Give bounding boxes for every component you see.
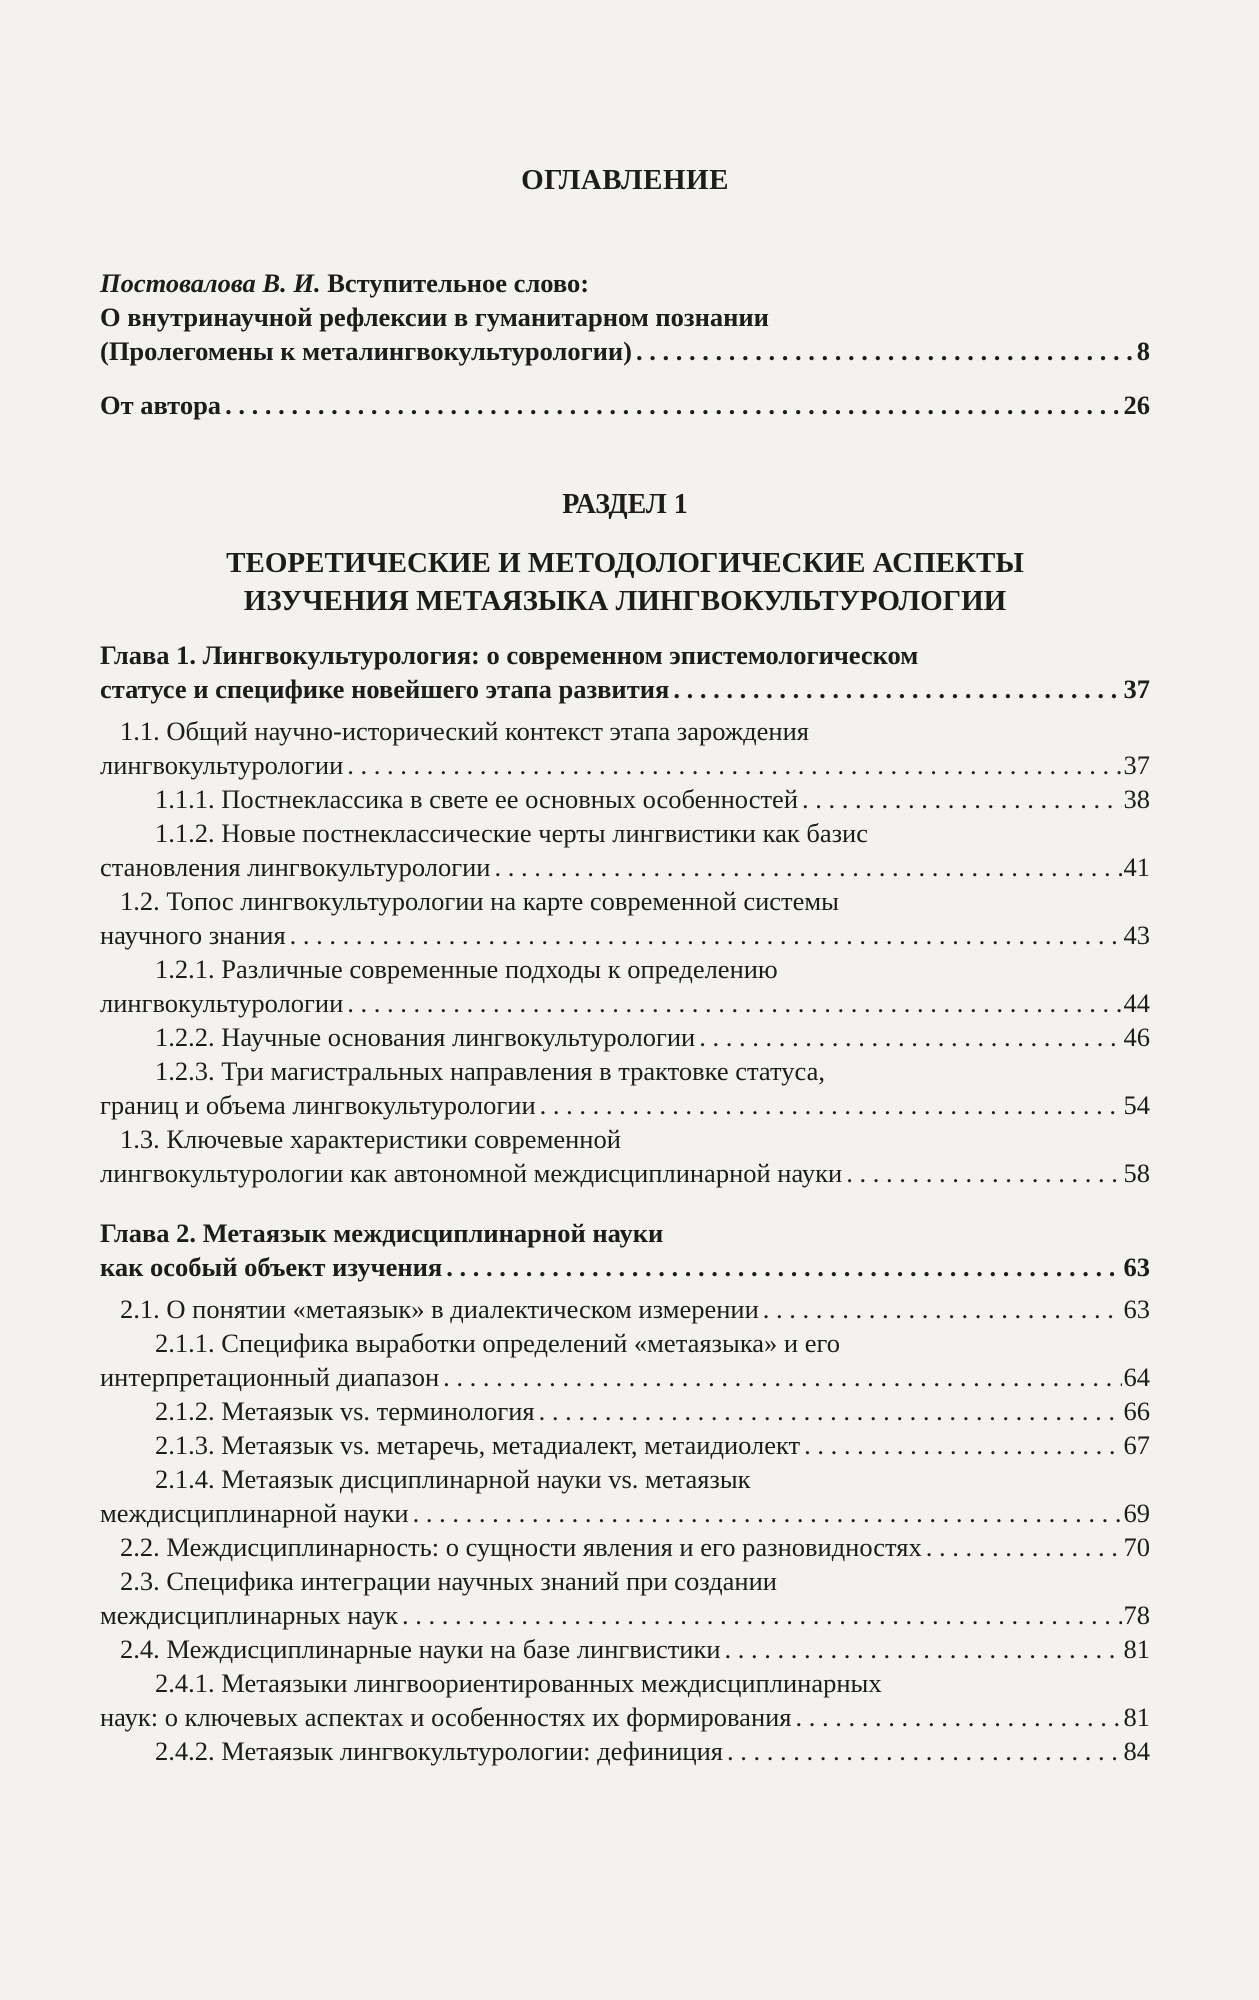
toc-entry-1-2-3 bbox=[100, 1088, 1150, 1122]
toc-entry-2-1-1 bbox=[100, 1360, 1150, 1394]
toc-entry-2-1-4 bbox=[100, 1496, 1150, 1530]
section-title-line1: ТЕОРЕТИЧЕСКИЕ И МЕТОДОЛОГИЧЕСКИЕ АСПЕКТЫ bbox=[226, 547, 1024, 579]
toc-entry-2-4-1-line1: 2.4.1. Метаязыки лингвоориентированных междисциплинарных bbox=[155, 1668, 882, 1698]
leader-dots bbox=[225, 388, 1121, 422]
leader-dots bbox=[804, 1428, 1121, 1462]
entry-text: 2.2. Междисциплинарность: о сущности явления и его разновидностях bbox=[120, 1532, 922, 1562]
chapter2-entry bbox=[100, 1250, 1150, 1284]
entry-text: 2.4.2. Метаязык лингвокультурологии: дефиниция bbox=[155, 1736, 723, 1766]
toc-entry-1-2-1 bbox=[100, 986, 1150, 1020]
intro-entry-line1 bbox=[100, 266, 1150, 300]
leader-dots bbox=[796, 1700, 1122, 1734]
page-number: 58 bbox=[1123, 1158, 1150, 1188]
intro-title-part2: О внутринаучной рефлексии в гуманитарном познании bbox=[100, 302, 769, 332]
toc-entry-2-1-1-line1: 2.1.1. Специфика выработки определений «метаязыка» и его bbox=[155, 1328, 840, 1358]
page-number: 38 bbox=[1123, 784, 1150, 814]
leader-dots bbox=[347, 748, 1121, 782]
toc-entry-1-1 bbox=[100, 748, 1150, 782]
toc-entry-2-1-4-line1: 2.1.4. Метаязык дисциплинарной науки vs. метаязык bbox=[155, 1464, 751, 1494]
page-number: 64 bbox=[1123, 1362, 1150, 1392]
page-number: 66 bbox=[1123, 1396, 1150, 1426]
table-of-contents bbox=[100, 150, 1150, 1768]
page-number: 44 bbox=[1123, 988, 1150, 1018]
chapter2-title-line2: как особый объект изучения bbox=[100, 1252, 443, 1282]
toc-entry-2-4-1 bbox=[100, 1700, 1150, 1734]
toc-entry-2-1-2 bbox=[100, 1394, 1150, 1428]
toc-entry-1-1-1 bbox=[100, 782, 1150, 816]
page-number: 69 bbox=[1123, 1498, 1150, 1528]
intro-author: Постовалова В. И. bbox=[100, 268, 321, 298]
leader-dots bbox=[494, 850, 1121, 884]
page-number: 84 bbox=[1123, 1736, 1150, 1766]
page-number: 41 bbox=[1123, 852, 1150, 882]
leader-dots bbox=[636, 334, 1135, 368]
toc-entry-2-4-2 bbox=[100, 1734, 1150, 1768]
entry-text: 2.4. Междисциплинарные науки на базе лингвистики bbox=[120, 1634, 721, 1664]
leader-dots bbox=[539, 1394, 1122, 1428]
chapter2-page: 63 bbox=[1123, 1252, 1150, 1282]
toc-entry-2-2 bbox=[100, 1530, 1150, 1564]
toc-entry-1-1-line1: 1.1. Общий научно-исторический контекст этапа зарождения bbox=[120, 716, 809, 746]
page-number: 63 bbox=[1123, 1294, 1150, 1324]
entry-text: междисциплинарных наук bbox=[100, 1600, 398, 1630]
entry-text: лингвокультурологии как автономной междисциплинарной науки bbox=[100, 1158, 843, 1188]
entry-text: 1.2.2. Научные основания лингвокультурологии bbox=[155, 1022, 696, 1052]
toc-entry-1-2-3-line1: 1.2.3. Три магистральных направления в трактовке статуса, bbox=[155, 1056, 825, 1086]
toc-entry-1-3 bbox=[100, 1156, 1150, 1190]
chapter1-entry bbox=[100, 672, 1150, 706]
entry-text: 2.1.3. Метаязык vs. метаречь, метадиалект, метаидиолект bbox=[155, 1430, 801, 1460]
toc-entry-1-1-2-line1: 1.1.2. Новые постнеклассические черты лингвистики как базис bbox=[155, 818, 868, 848]
page-number: 81 bbox=[1123, 1702, 1150, 1732]
entry-text: междисциплинарной науки bbox=[100, 1498, 409, 1528]
leader-dots bbox=[727, 1734, 1122, 1768]
page-number: 70 bbox=[1123, 1532, 1150, 1562]
section-title-line2: ИЗУЧЕНИЯ МЕТАЯЗЫКА ЛИНГВОКУЛЬТУРОЛОГИИ bbox=[243, 585, 1007, 617]
intro-title-part1: Вступительное слово: bbox=[320, 268, 590, 298]
entry-text: лингвокультурологии bbox=[100, 988, 344, 1018]
toc-entry-2-1-3 bbox=[100, 1428, 1150, 1462]
entry-text: наук: о ключевых аспектах и особенностях их формирования bbox=[100, 1702, 792, 1732]
page-number: 67 bbox=[1123, 1430, 1150, 1460]
chapter1-title-line2: статусе и специфике новейшего этапа развития bbox=[100, 674, 670, 704]
entry-text: лингвокультурологии bbox=[100, 750, 344, 780]
entry-text: интерпретационный диапазон bbox=[100, 1362, 440, 1392]
entry-text: 2.1.2. Метаязык vs. терминология bbox=[155, 1396, 535, 1426]
toc-entry-1-2-1-line1: 1.2.1. Различные современные подходы к определению bbox=[155, 954, 778, 984]
section-label: РАЗДЕЛ 1 bbox=[562, 489, 688, 520]
page-number: 78 bbox=[1123, 1600, 1150, 1630]
leader-dots bbox=[673, 672, 1121, 706]
leader-dots bbox=[290, 918, 1122, 952]
entry-text: становления лингвокультурологии bbox=[100, 852, 491, 882]
toc-entry-2-4 bbox=[100, 1632, 1150, 1666]
intro-entry-last bbox=[100, 334, 1150, 368]
page-number: 46 bbox=[1123, 1022, 1150, 1052]
entry-text: 2.1. О понятии «метаязык» в диалектическом измерении bbox=[120, 1294, 759, 1324]
page-number: 43 bbox=[1123, 920, 1150, 950]
leader-dots bbox=[763, 1292, 1122, 1326]
chapter2-title-line1: Глава 2. Метаязык междисциплинарной науки bbox=[100, 1218, 664, 1248]
page-number: 81 bbox=[1123, 1634, 1150, 1664]
entry-text: научного знания bbox=[100, 920, 286, 950]
toc-entry-1-2-line1: 1.2. Топос лингвокультурологии на карте современной системы bbox=[120, 886, 839, 916]
toc-entry-1-1-2 bbox=[100, 850, 1150, 884]
chapter1-page: 37 bbox=[1123, 674, 1150, 704]
leader-dots bbox=[347, 986, 1121, 1020]
leader-dots bbox=[413, 1496, 1122, 1530]
intro-page: 8 bbox=[1136, 336, 1150, 366]
toc-entry-2-1 bbox=[100, 1292, 1150, 1326]
toc-title: ОГЛАВЛЕНИЕ bbox=[521, 164, 729, 196]
leader-dots bbox=[540, 1088, 1122, 1122]
toc-entry-2-3-line1: 2.3. Специфика интеграции научных знаний при создании bbox=[120, 1566, 777, 1596]
intro-title-part3: (Пролегомены к металингвокультурологии) bbox=[100, 336, 632, 366]
toc-entry-2-3 bbox=[100, 1598, 1150, 1632]
toc-entry-1-2-2 bbox=[100, 1020, 1150, 1054]
from-author-entry bbox=[100, 388, 1150, 422]
leader-dots bbox=[446, 1250, 1121, 1284]
leader-dots bbox=[846, 1156, 1121, 1190]
leader-dots bbox=[725, 1632, 1122, 1666]
leader-dots bbox=[802, 782, 1121, 816]
chapter1-title-line1: Глава 1. Лингвокультурология: о современном эпистемологическом bbox=[100, 640, 919, 670]
entry-text: 1.1.1. Постнеклассика в свете ее основных особенностей bbox=[155, 784, 799, 814]
leader-dots bbox=[443, 1360, 1121, 1394]
toc-entry-1-2 bbox=[100, 918, 1150, 952]
toc-entry-1-3-line1: 1.3. Ключевые характеристики современной bbox=[120, 1124, 621, 1154]
leader-dots bbox=[699, 1020, 1121, 1054]
from-author-label: От автора bbox=[100, 390, 222, 420]
leader-dots bbox=[402, 1598, 1122, 1632]
page-number: 54 bbox=[1123, 1090, 1150, 1120]
leader-dots bbox=[926, 1530, 1122, 1564]
entry-text: границ и объема лингвокультурологии bbox=[100, 1090, 536, 1120]
from-author-page: 26 bbox=[1123, 390, 1150, 420]
page-number: 37 bbox=[1123, 750, 1150, 780]
